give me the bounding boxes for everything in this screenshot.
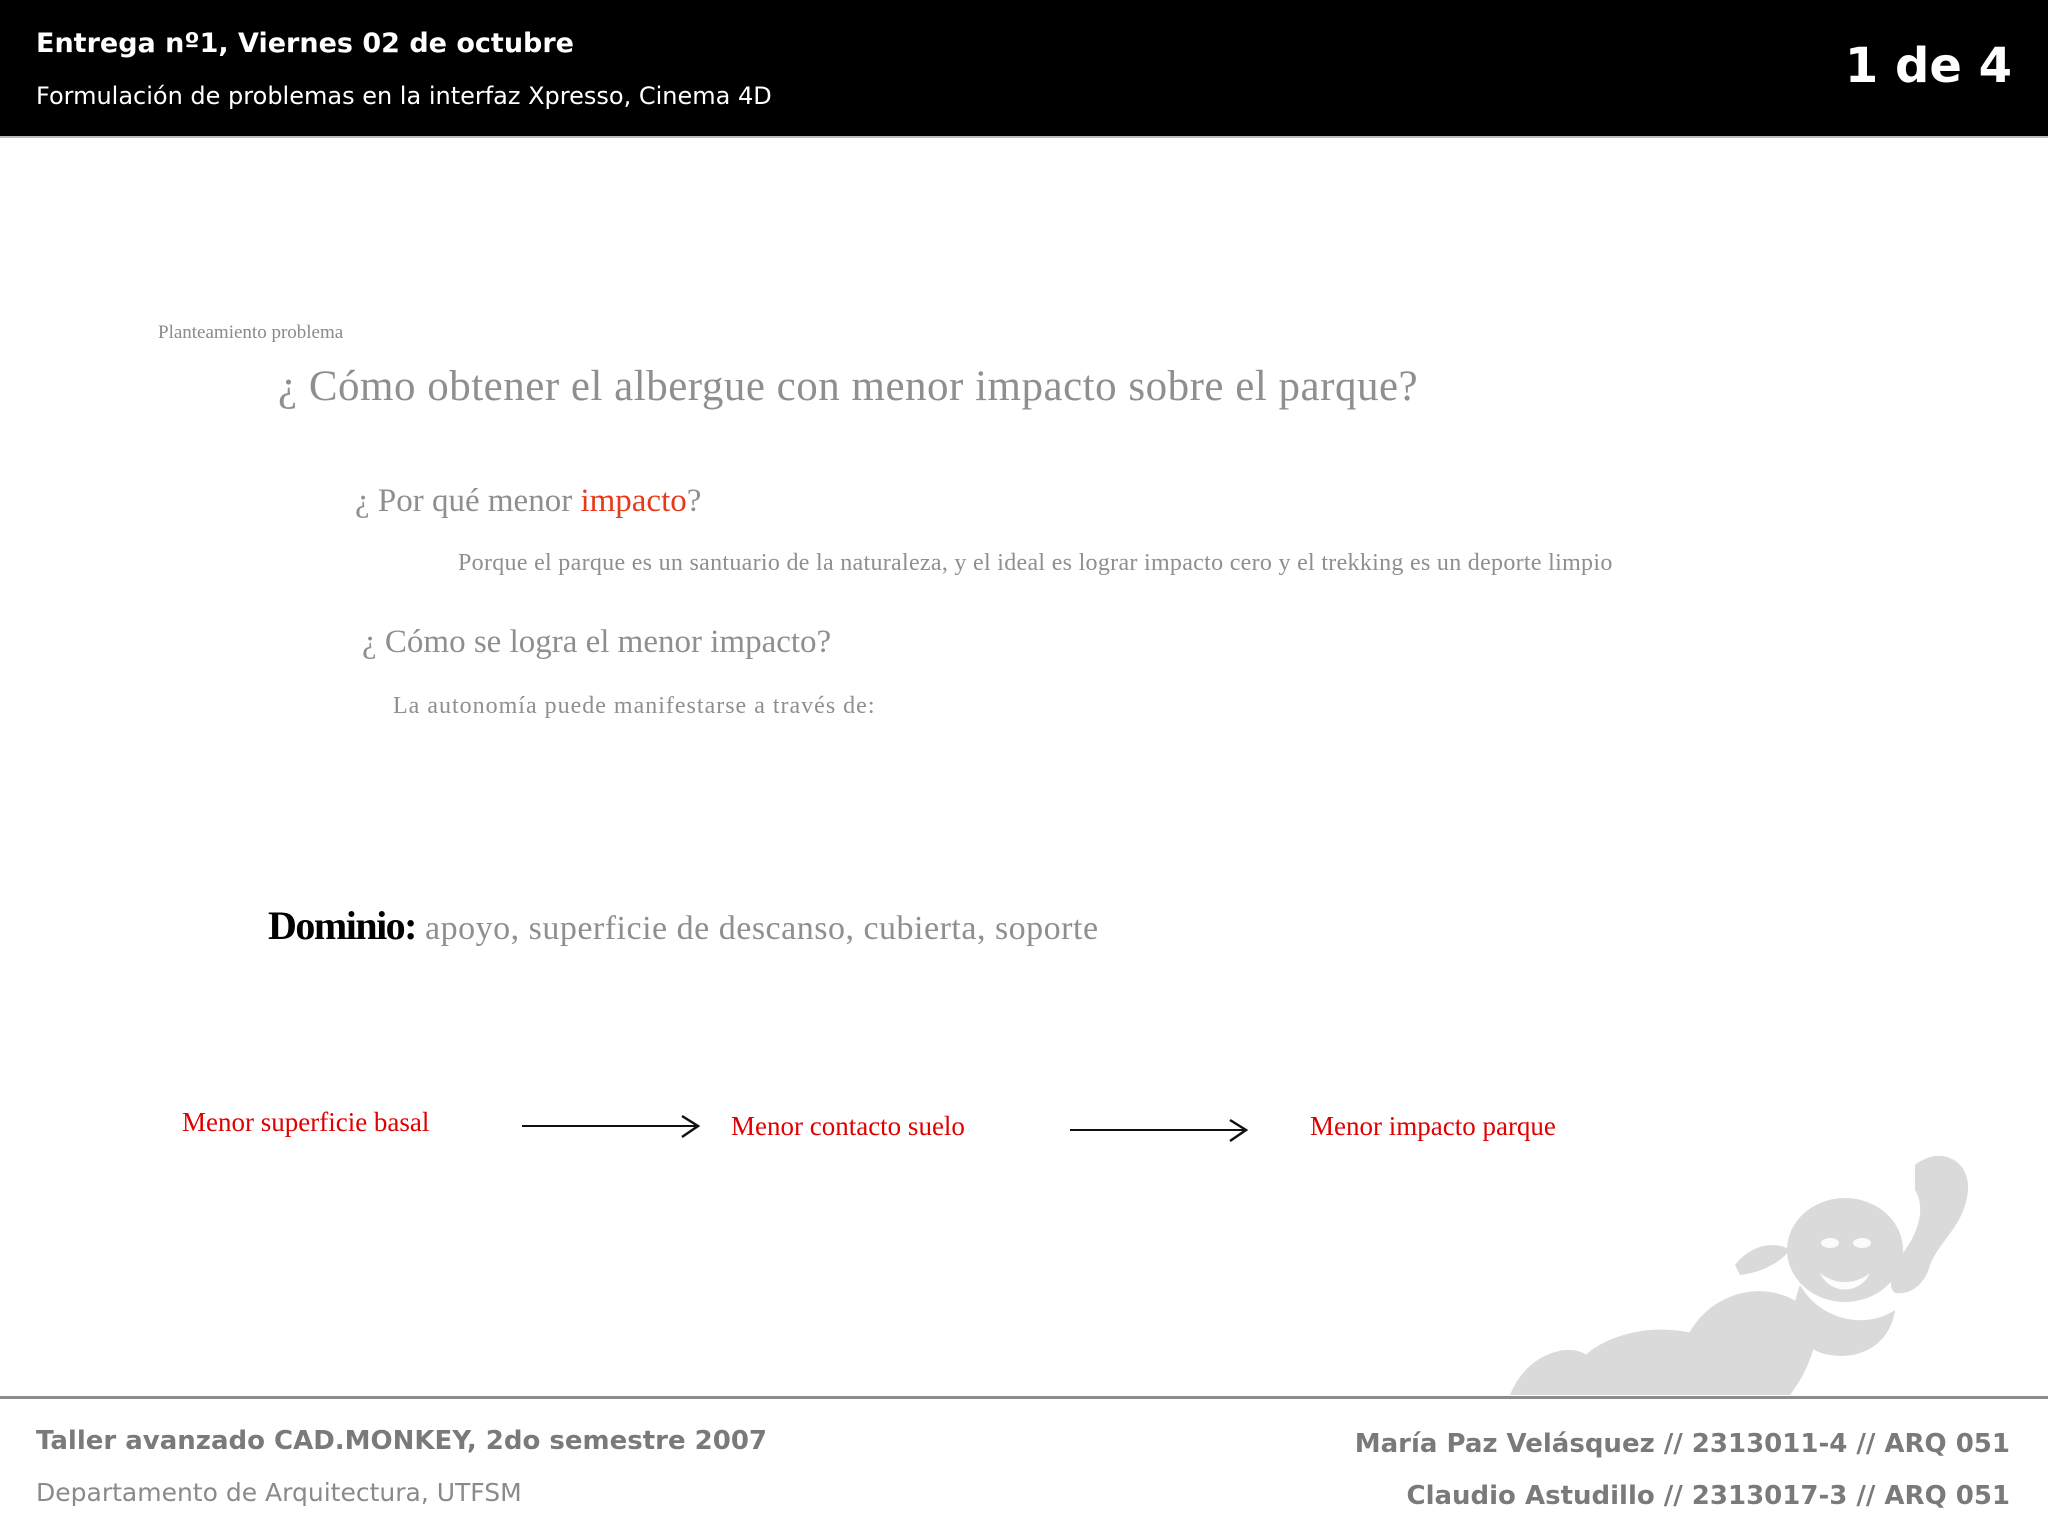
main-question: ¿ Cómo obtener el albergue con menor impacto sobre el parque? (278, 363, 1419, 410)
flow-step-3: Menor impacto parque (1310, 1111, 1556, 1141)
question-why-suffix: ? (686, 483, 702, 519)
delivery-subtitle: Formulación de problemas en la interfaz Xpresso, Cinema 4D (36, 82, 772, 110)
question-why-highlight: impacto (580, 483, 687, 519)
header-bar (0, 0, 2048, 138)
department-name: Departamento de Arquitectura, UTFSM (36, 1478, 522, 1507)
answer-how: La autonomía puede manifestarse a través de: (393, 693, 876, 719)
flow-step-2: Menor contacto suelo (731, 1111, 965, 1141)
domain-text: apoyo, superficie de descanso, cubierta, soporte (416, 910, 1099, 947)
question-how: ¿ Cómo se logra el menor impacto? (362, 624, 832, 660)
answer-why: Porque el parque es un santuario de la naturaleza, y el ideal es lograr impacto cero y el trekking es un deporte limpio (458, 550, 1613, 576)
arrow-right-icon (520, 1112, 704, 1142)
question-why-prefix: ¿ Por qué menor (355, 483, 581, 519)
flow-step-1: Menor superficie basal (182, 1107, 430, 1137)
delivery-title: Entrega nº1, Viernes 02 de octubre (36, 28, 574, 59)
footer-divider (0, 1396, 2048, 1399)
domain-label: Dominio: (268, 903, 416, 948)
course-name: Taller avanzado CAD.MONKEY, 2do semestre 2007 (36, 1426, 767, 1456)
author-1: María Paz Velásquez // 2313011-4 // ARQ 051 (1354, 1429, 2010, 1459)
monkey-logo-icon (1500, 1145, 1980, 1395)
page-indicator: 1 de 4 (1844, 38, 2012, 94)
question-why (355, 483, 701, 520)
section-label: Planteamiento problema (158, 322, 344, 343)
author-2: Claudio Astudillo // 2313017-3 // ARQ 051 (1406, 1481, 2010, 1511)
domain-statement (268, 902, 1099, 949)
arrow-right-icon (1068, 1116, 1252, 1146)
